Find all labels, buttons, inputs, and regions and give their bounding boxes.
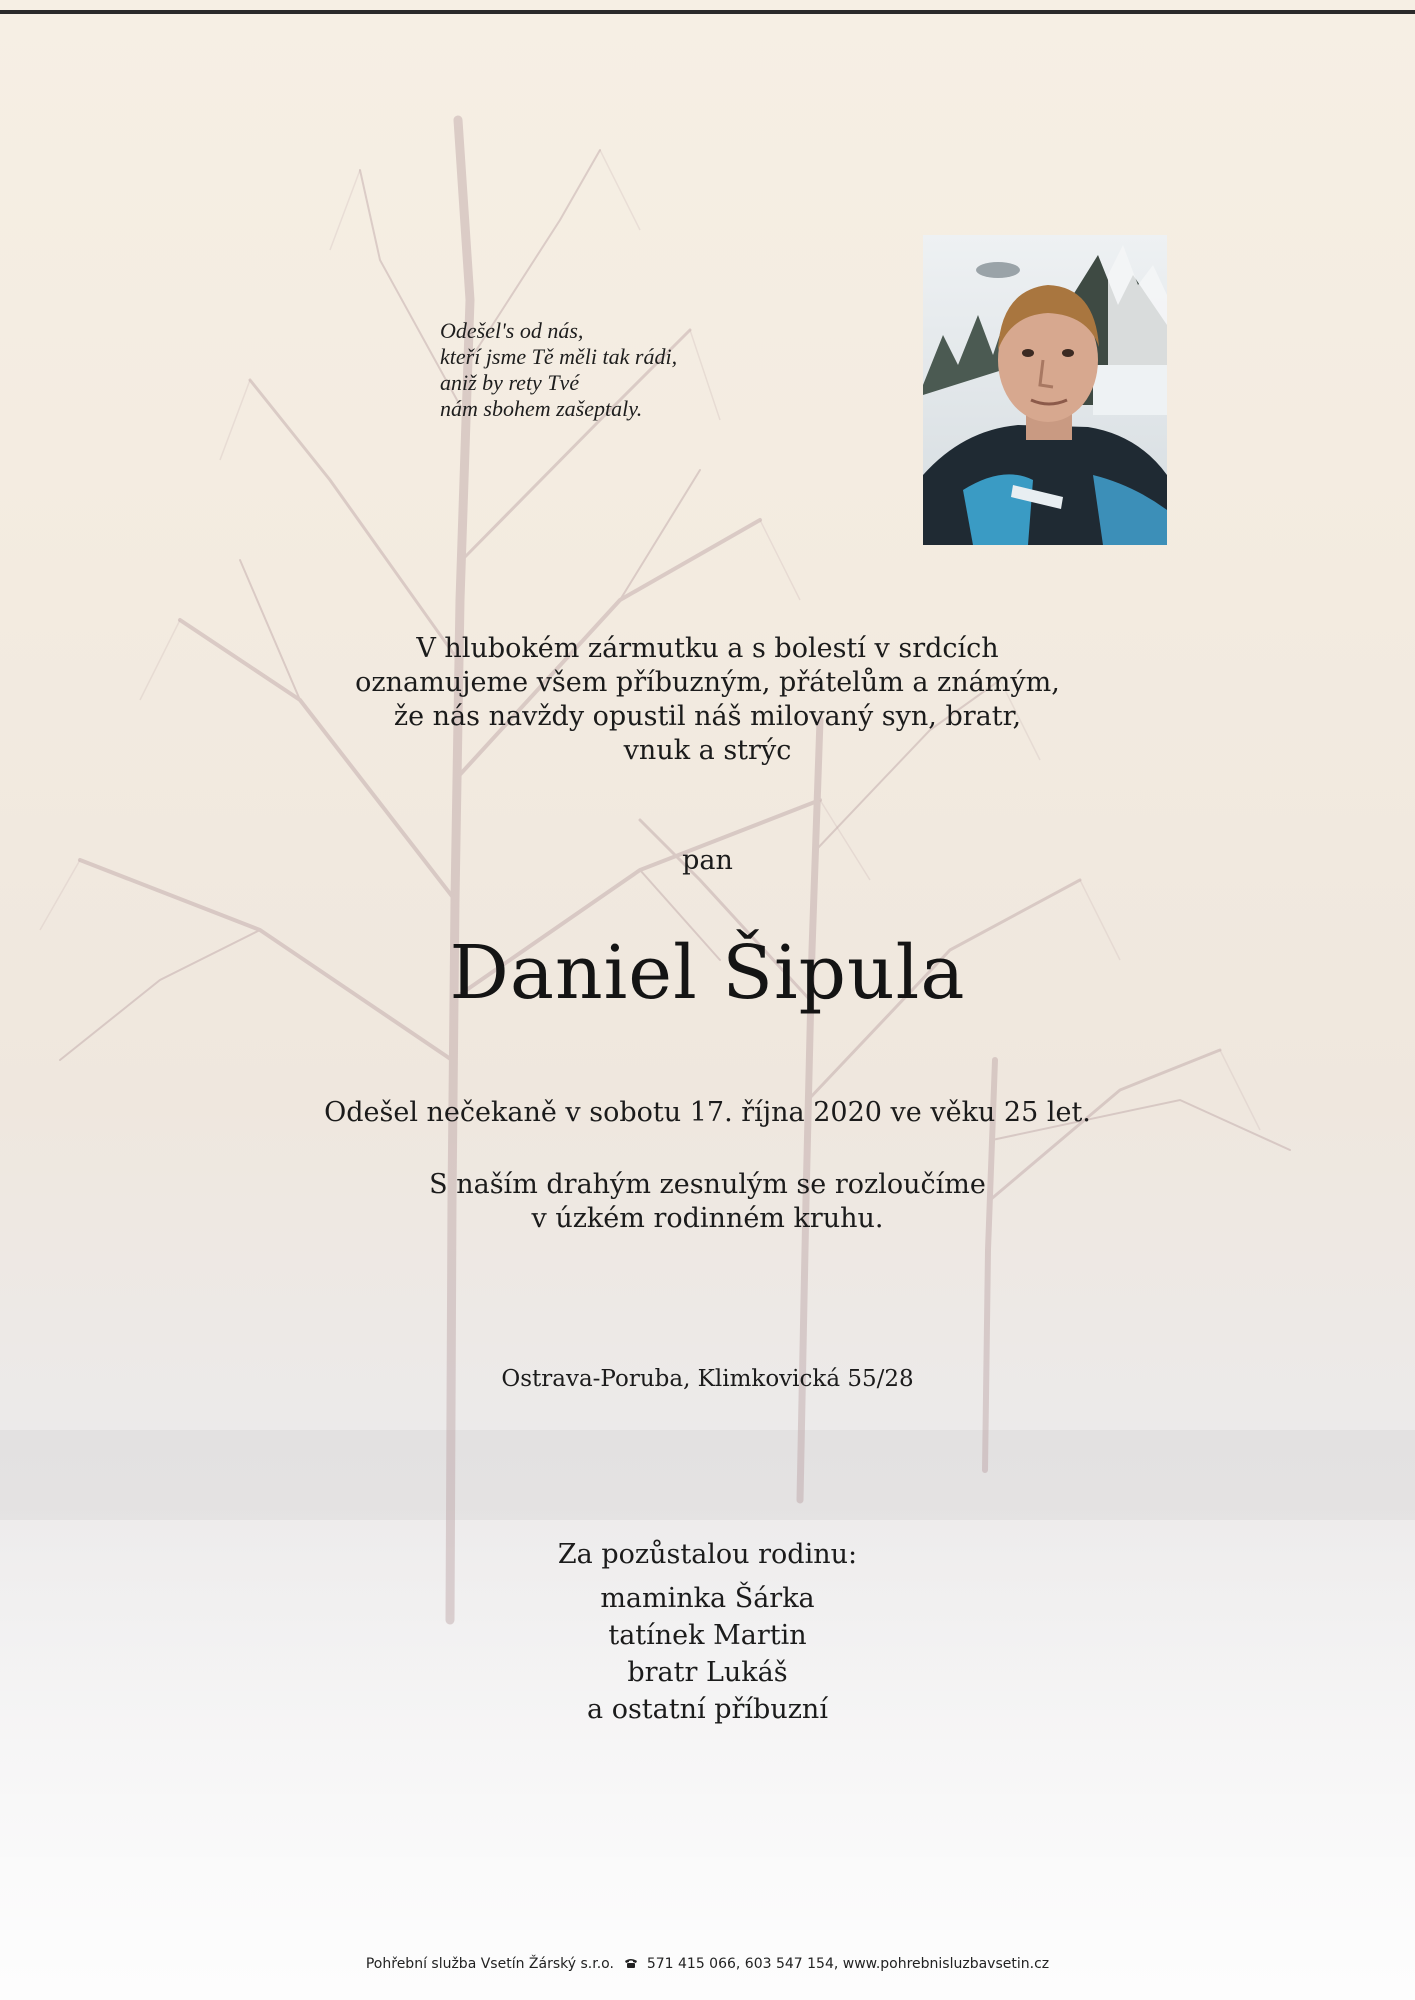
footer-contact: 571 415 066, 603 547 154, www.pohrebnisluzbavsetin.cz — [646, 1956, 1050, 1972]
family-member: bratr Lukáš — [627, 1657, 788, 1688]
memorial-poem — [440, 318, 770, 422]
family-member: a ostatní příbuzní — [587, 1694, 828, 1725]
deceased-name: Daniel Šipula — [449, 930, 966, 1016]
family-member: tatínek Martin — [608, 1620, 807, 1651]
name-prefix: pan — [682, 845, 733, 876]
farewell-line: v úzkém rodinném kruhu. — [531, 1203, 884, 1234]
death-notice: Odešel nečekaně v sobotu 17. října 2020 ve věku 25 let. — [324, 1097, 1091, 1128]
announcement-intro — [0, 632, 1415, 768]
poem-line: aniž by rety Tvé — [440, 370, 580, 395]
poem-line: Odešel's od nás, — [440, 318, 584, 343]
farewell-notice — [0, 1168, 1415, 1236]
poem-line: nám sbohem zašeptaly. — [440, 396, 643, 421]
family-member: maminka Šárka — [600, 1583, 815, 1614]
family-members — [0, 1580, 1415, 1728]
telephone-icon — [624, 1958, 638, 1969]
footer-company: Pohřební služba Vsetín Žárský s.r.o. — [365, 1956, 614, 1972]
funeral-service-footer — [0, 1954, 1415, 1974]
address: Ostrava-Poruba, Klimkovická 55/28 — [501, 1366, 914, 1392]
intro-line: V hlubokém zármutku a s bolestí v srdcích — [416, 633, 999, 664]
intro-line: oznamujeme všem příbuzným, přátelům a známým, — [355, 667, 1060, 698]
poem-line: kteří jsme Tě měli tak rádi, — [440, 344, 678, 369]
intro-line: vnuk a strýc — [623, 735, 792, 766]
family-heading: Za pozůstalou rodinu: — [557, 1539, 858, 1570]
portrait-photo — [923, 235, 1167, 545]
intro-line: že nás navždy opustil náš milovaný syn, bratr, — [393, 701, 1022, 732]
farewell-line: S naším drahým zesnulým se rozloučíme — [429, 1169, 986, 1200]
